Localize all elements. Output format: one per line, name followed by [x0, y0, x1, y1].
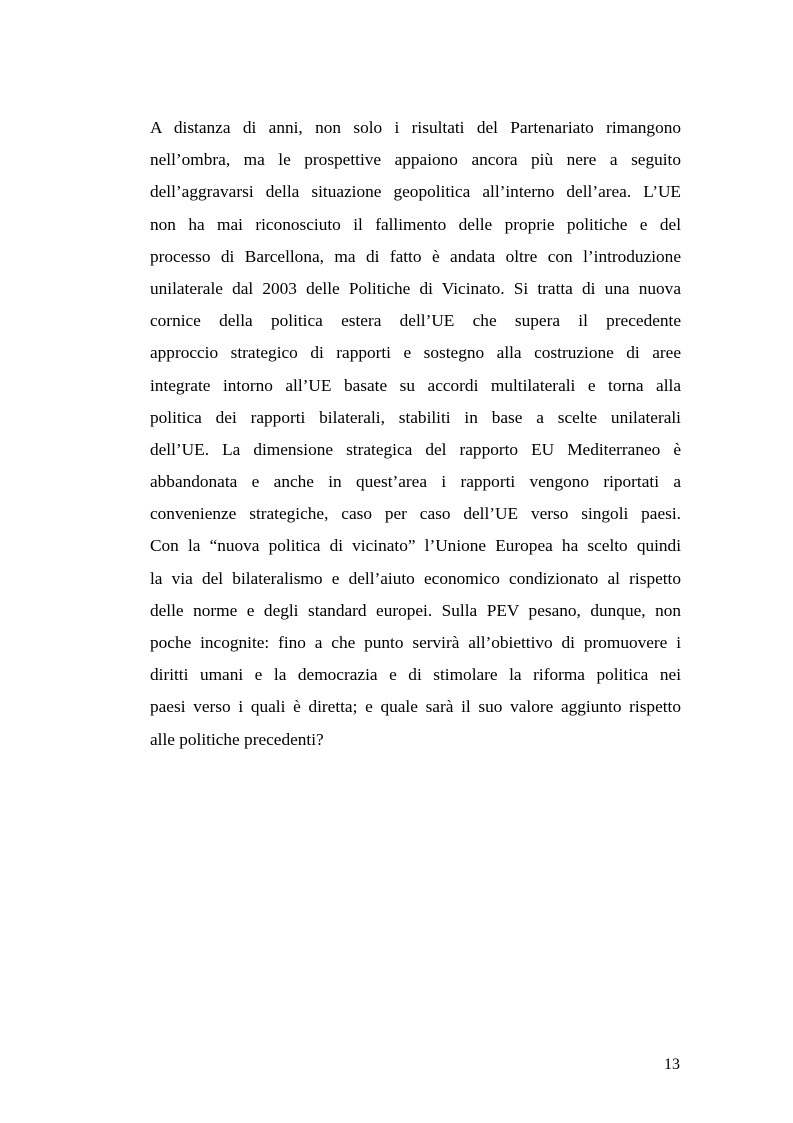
paragraph-line: unilaterale dal 2003 delle Politiche di Vicinato. Si tratta di una nuova: [150, 278, 681, 298]
paragraph-line: non ha mai riconosciuto il fallimento delle proprie politiche e del: [150, 214, 681, 234]
paragraph-line: diritti umani e la democrazia e di stimolare la riforma politica nei: [150, 665, 681, 685]
paragraph-line: Con la “nuova politica di vicinato” l’Unione Europea ha scelto quindi: [150, 536, 681, 556]
page-number: 13: [664, 1056, 680, 1073]
paragraph-line: politica dei rapporti bilaterali, stabiliti in base a scelte unilaterali: [150, 407, 681, 427]
paragraph-line: integrate intorno all’UE basate su accordi multilaterali e torna alla: [150, 375, 681, 395]
paragraph-line: alle politiche precedenti?: [150, 729, 324, 749]
paragraph-line: delle norme e degli standard europei. Sulla PEV pesano, dunque, non: [150, 600, 681, 620]
paragraph-line: paesi verso i quali è diretta; e quale sarà il suo valore aggiunto rispetto: [150, 697, 681, 717]
paragraph-line: cornice della politica estera dell’UE che supera il precedente: [150, 311, 681, 331]
paragraph-line: approccio strategico di rapporti e sostegno alla costruzione di aree: [150, 343, 681, 363]
paragraph-line: convenienze strategiche, caso per caso dell’UE verso singoli paesi.: [150, 504, 681, 524]
paragraph-line: dell’aggravarsi della situazione geopolitica all’interno dell’area. L’UE: [150, 182, 681, 202]
paragraph-line: A distanza di anni, non solo i risultati del Partenariato rimangono: [150, 118, 681, 137]
paragraph-line: dell’UE. La dimensione strategica del rapporto EU Mediterraneo è: [150, 439, 681, 459]
paragraph-line: processo di Barcellona, ma di fatto è andata oltre con l’introduzione: [150, 246, 681, 266]
paragraph-line: nell’ombra, ma le prospettive appaiono ancora più nere a seguito: [150, 150, 681, 170]
paragraph-line: abbandonata e anche in quest’area i rapporti vengono riportati a: [150, 472, 681, 492]
paragraph-line: poche incognite: fino a che punto servirà all’obiettivo di promuovere i: [150, 633, 681, 652]
paragraph-line: la via del bilateralismo e dell’aiuto economico condizionato al rispetto: [150, 568, 681, 588]
body-paragraph: [150, 112, 681, 756]
